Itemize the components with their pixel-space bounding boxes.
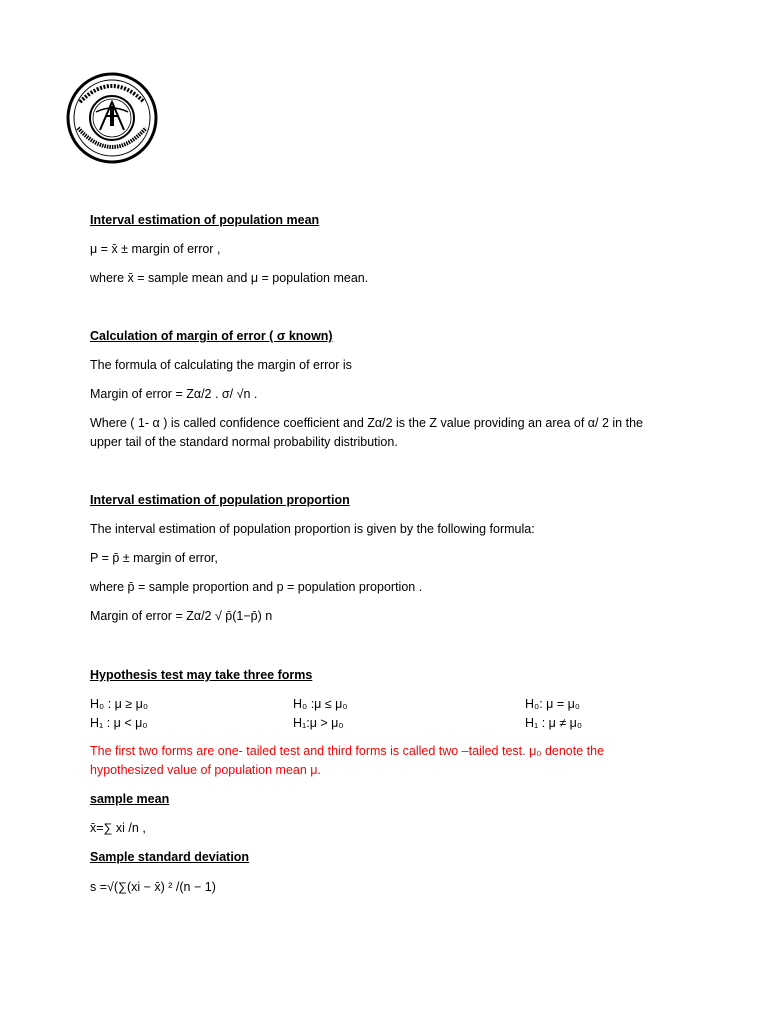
margin-formula: Margin of error = Zα/2 . σ/ √n . — [90, 387, 258, 401]
hypothesis-form-3-h0: H₀: μ = μ₀ — [525, 697, 580, 711]
formula-mean-interval: μ = x̄ ± margin of error , — [90, 242, 221, 256]
tail-test-note-line1: The first two forms are one- tailed test and third forms is called two –tailed test. μ₀ denote the — [90, 744, 605, 758]
mean-definition: where x̄ = sample mean and μ = population mean. — [90, 271, 369, 285]
proportion-margin-formula: Margin of error = Zα/2 √ p̄(1−p̄) n — [90, 609, 273, 623]
heading-hypothesis-forms: Hypothesis test may take three forms — [90, 668, 313, 682]
hypothesis-form-3-h1: H₁ : μ ≠ μ₀ — [525, 716, 583, 730]
margin-explanation-line2: upper tail of the standard normal probability distribution. — [90, 435, 398, 449]
proportion-formula: P = p̄ ± margin of error, — [90, 551, 218, 565]
heading-population-proportion: Interval estimation of population proportion — [90, 493, 350, 507]
hypothesis-form-1-h1: H₁ : μ < μ₀ — [90, 716, 148, 730]
hypothesis-form-2-h0: H₀ :μ ≤ μ₀ — [293, 697, 348, 711]
sample-std-dev-formula: s =√(∑(xi − x̄) ² /(n − 1) — [90, 880, 216, 894]
margin-intro: The formula of calculating the margin of error is — [90, 358, 352, 372]
heading-margin-of-error: Calculation of margin of error ( σ known) — [90, 329, 333, 343]
hypothesis-form-1-h0: H₀ : μ ≥ μ₀ — [90, 697, 149, 711]
hypothesis-form-2-h1: H₁:μ > μ₀ — [293, 716, 344, 730]
school-emblem-icon — [66, 72, 158, 164]
heading-sample-std-dev: Sample standard deviation — [90, 850, 250, 864]
heading-sample-mean: sample mean — [90, 792, 170, 806]
sample-mean-formula: x̄=∑ xi /n , — [90, 821, 146, 835]
margin-explanation-line1: Where ( 1- α ) is called confidence coefficient and Zα/2 is the Z value providing an area of α/ 2 in the — [90, 416, 643, 430]
proportion-intro: The interval estimation of population proportion is given by the following formula: — [90, 522, 535, 536]
tail-test-note-line2: hypothesized value of population mean μ. — [90, 763, 321, 777]
proportion-definition: where p̄ = sample proportion and p = population proportion . — [90, 580, 423, 594]
heading-population-mean: Interval estimation of population mean — [90, 213, 320, 227]
